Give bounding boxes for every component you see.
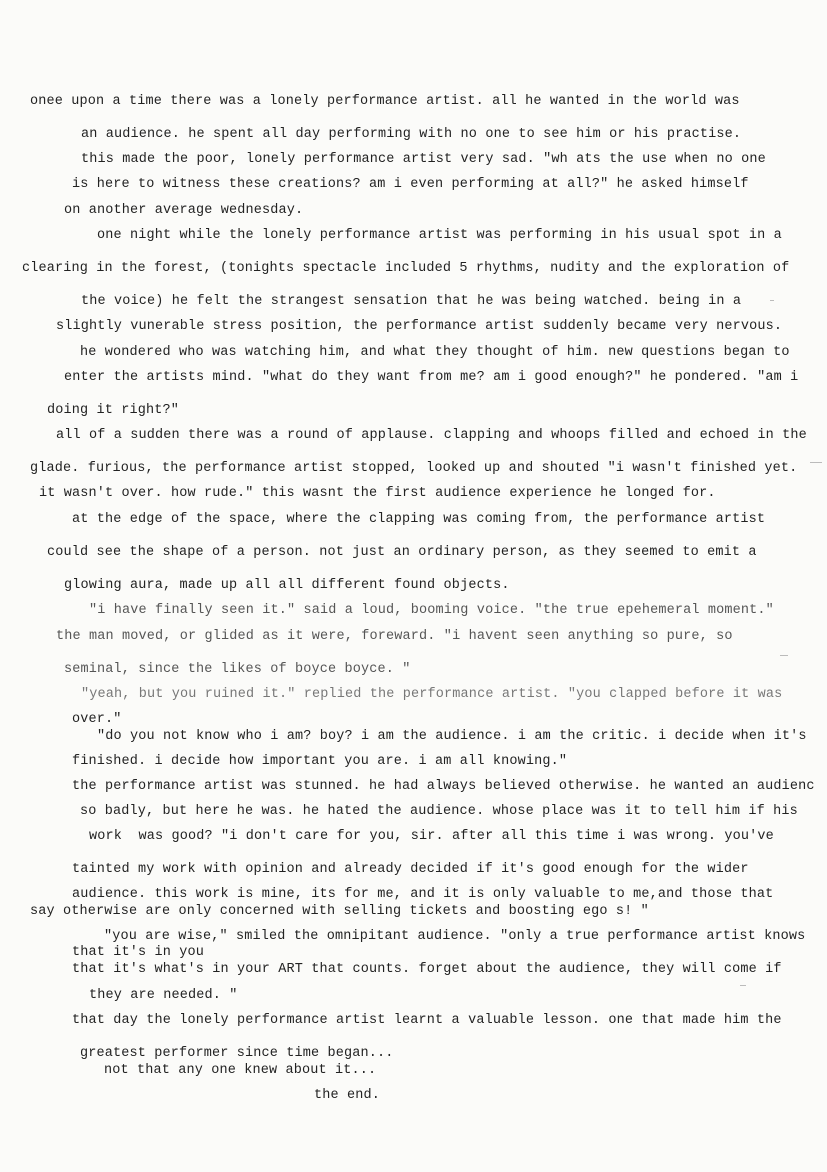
speck bbox=[780, 655, 788, 656]
story-line: greatest performer since time began... bbox=[80, 1046, 394, 1061]
story-line: onee upon a time there was a lonely performance artist. all he wanted in the world was bbox=[30, 94, 740, 109]
story-line: an audience. he spent all day performing with no one to see him or his practise. bbox=[81, 127, 742, 142]
story-line: not that any one knew about it... bbox=[104, 1063, 377, 1078]
story-line: glowing aura, made up all all different found objects. bbox=[64, 578, 510, 593]
story-line: the performance artist was stunned. he had always believed otherwise. he wanted an audienc bbox=[72, 779, 815, 794]
story-line: doing it right?" bbox=[47, 403, 180, 418]
story-line: the voice) he felt the strangest sensation that he was being watched. being in a bbox=[81, 294, 742, 309]
speck bbox=[810, 462, 822, 463]
story-line: slightly vunerable stress position, the performance artist suddenly became very nervous. bbox=[56, 319, 783, 334]
story-line: they are needed. " bbox=[89, 988, 238, 1003]
story-line: so badly, but here he was. he hated the audience. whose place was it to tell him if his bbox=[80, 804, 798, 819]
story-line: clearing in the forest, (tonights spectacle included 5 rhythms, nudity and the exploration of bbox=[22, 261, 790, 276]
story-line: tainted my work with opinion and already decided if it's good enough for the wider bbox=[72, 862, 749, 877]
story-line: enter the artists mind. "what do they want from me? am i good enough?" he pondered. "am i bbox=[64, 370, 799, 385]
story-line: audience. this work is mine, its for me, and it is only valuable to me,and those that bbox=[72, 887, 774, 902]
story-line: on another average wednesday. bbox=[64, 203, 304, 218]
story-line: one night while the lonely performance artist was performing in his usual spot in a bbox=[97, 228, 782, 243]
story-line: all of a sudden there was a round of applause. clapping and whoops filled and echoed in the bbox=[56, 428, 807, 443]
story-line: that it's in you bbox=[72, 945, 205, 960]
story-line: "do you not know who i am? boy? i am the audience. i am the critic. i decide when it's bbox=[97, 729, 807, 744]
speck bbox=[770, 300, 774, 301]
story-line: over." bbox=[72, 712, 122, 727]
speck bbox=[740, 985, 746, 986]
story-line: it wasn't over. how rude." this wasnt the first audience experience he longed for. bbox=[39, 486, 716, 501]
story-line: that it's what's in your ART that counts. forget about the audience, they will come if bbox=[72, 962, 782, 977]
story-line: at the edge of the space, where the clapping was coming from, the performance artist bbox=[72, 512, 766, 527]
story-line: "yeah, but you ruined it." replied the performance artist. "you clapped before it was bbox=[81, 687, 783, 702]
story-line: work was good? "i don't care for you, sir. after all this time i was wrong. you've bbox=[89, 829, 774, 844]
story-line: seminal, since the likes of boyce boyce. " bbox=[64, 662, 411, 677]
story-line: the man moved, or glided as it were, foreward. "i havent seen anything so pure, so bbox=[56, 629, 733, 644]
story-line: "you are wise," smiled the omnipitant audience. "only a true performance artist knows bbox=[104, 929, 806, 944]
story-line: that day the lonely performance artist learnt a valuable lesson. one that made him the bbox=[72, 1013, 782, 1028]
story-line: he wondered who was watching him, and what they thought of him. new questions began to bbox=[80, 345, 790, 360]
story-line: finished. i decide how important you are. i am all knowing." bbox=[72, 754, 568, 769]
story-line: is here to witness these creations? am i even performing at all?" he asked himself bbox=[72, 177, 749, 192]
story-line: glade. furious, the performance artist stopped, looked up and shouted "i wasn't finished yet. bbox=[30, 461, 798, 476]
story-line: could see the shape of a person. not just an ordinary person, as they seemed to emit a bbox=[47, 545, 757, 560]
story-line: this made the poor, lonely performance artist very sad. "wh ats the use when no one bbox=[81, 152, 766, 167]
story-line: "i have finally seen it." said a loud, booming voice. "the true epehemeral moment." bbox=[89, 603, 774, 618]
story-line-the-end: the end. bbox=[314, 1088, 381, 1103]
story-line: say otherwise are only concerned with selling tickets and boosting ego s! " bbox=[30, 904, 649, 919]
